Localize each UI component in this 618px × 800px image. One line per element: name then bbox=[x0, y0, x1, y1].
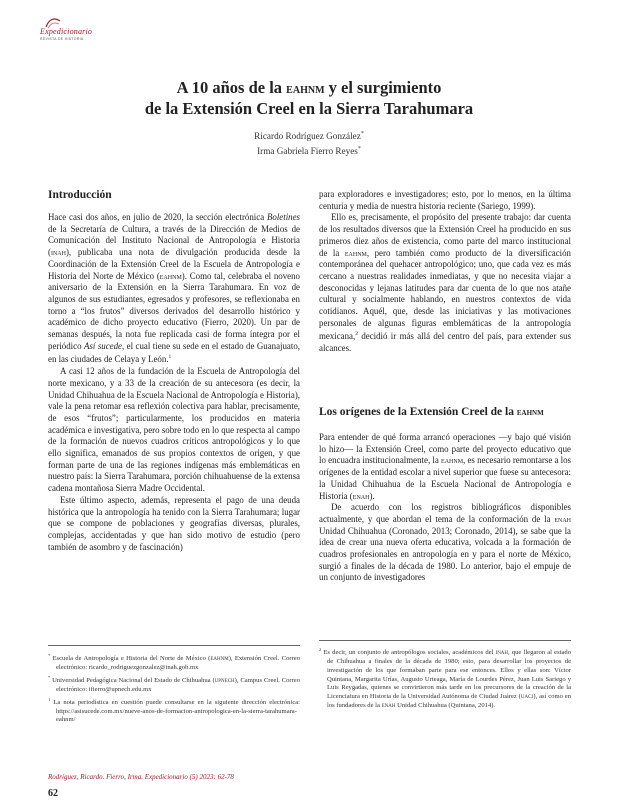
footnotes-left bbox=[48, 652, 300, 726]
footnotes-right bbox=[319, 646, 571, 712]
footer-citation: Rodríguez, Ricardo. Fierro, Irma. Expedicionario (5) 2023: 62-78 bbox=[48, 773, 234, 781]
title-line-1: A 10 años de la eahnm y el surgimiento bbox=[176, 78, 442, 97]
footnote-ref-1[interactable]: 1 bbox=[168, 354, 172, 361]
author-list bbox=[0, 128, 618, 157]
title-line-2: de la Extensión Creel en la Sierra Tarahumara bbox=[144, 99, 474, 118]
left-column-body bbox=[48, 212, 300, 553]
right-column-body bbox=[319, 189, 571, 355]
intro-paragraph-3: Este último aspecto, además, representa el pago de una deuda histórica que la antropología ha tenido con la Sierra Tarahumara; lugar que se compone de poblaciones y geografías diversas, plurales, complejas, accidentadas y que han sido motivo de estudio (pero también de asombro y de fascinación) bbox=[48, 494, 300, 552]
footnote-divider-right bbox=[319, 640, 571, 641]
logo-wordmark: Expedicionario bbox=[40, 27, 93, 36]
intro-paragraph-4: Ello es, precisamente, el propósito del presente trabajo: dar cuenta de los resultados diversos que la Extensión Creel ha producido en sus primeros diez años de existencia, como parte del marco institucional de la eahnm, pero también como producto de la diversificación contemporánea del quehacer antropológico; uno, que cada vez es más cercano a nuestras realidades inmediatas, y que no necesita viajar a desconocidas y lejanas latitudes para dar cuenta de lo que nos atañe cultural y socialmente hablando, en nuestros contextos de vida cotidianos. Aquél, que, desde las iniciativas y las motivaciones personales de algunas figuras emblemáticas de la antropología mexicana,$^2$ decidió ir más allá del centro del país, para extender sus alcances. bbox=[319, 212, 571, 354]
section-heading-origenes: Los orígenes de la Extensión Creel de la eahnm bbox=[319, 406, 544, 418]
article-title bbox=[0, 78, 618, 118]
intro-paragraph-1: Hace casi dos años, en julio de 2020, la sección electrónica Boletines de la Secretaría de Cultura, a través de la Dirección de Medios de Comunicación del Instituto Nacional de Antropología e Historia (inah), publicaba una nota de divulgación producida desde la Coordinación de la Extensión Creel de la Escuela de Antropología e Historia del Norte de México (eahnm). Como tal, celebraba el noveno aniversario de la Extensión en la Sierra Tarahumara. En voz de algunos de sus estudiantes, egresados y profesores, se reflexionaba en torno a “los frutos” diversos derivados del desarrollo histórico y académico de dicho proyecto educativo (Fierro, 2020). Un par de semanas después, la nota fue replicada casi de forma íntegra por el periódico Así sucede, el cual tiene su sede en el estado de Guanajuato, en las ciudades de Celaya y León.$^1$ bbox=[48, 212, 300, 365]
footnote-ref-2[interactable]: 2 bbox=[355, 331, 358, 338]
journal-logo bbox=[40, 27, 100, 41]
author-2: Irma Gabriela Fierro Reyes* bbox=[257, 145, 361, 156]
origenes-body bbox=[319, 432, 571, 584]
page-number: 62 bbox=[48, 788, 58, 799]
logo-swirl-icon bbox=[44, 17, 62, 29]
footnote-author-1: * Escuela de Antropología e Historia del Norte de México (eahnm), Extensión Creel. Correo electrónico: ricardo_rodriguezgonzalez@inah.gob.mx bbox=[48, 653, 300, 671]
author-1: Ricardo Rodríguez González* bbox=[254, 131, 364, 142]
footnote-divider-left bbox=[48, 645, 300, 646]
origenes-paragraph-2: De acuerdo con los registros bibliográficos disponibles actualmente, y que abordan el tema de la conformación de la enah Unidad Chihuahua (Coronado, 2013; Coronado, 2014), se sabe que la idea de crear una nueva oferta educativa, volcada a la formación de cuadros profesionales en antropología en y para el norte de México, surgió a finales de la década de 1980. Lo anterior, bajo el empuje de un conjunto de investigadores bbox=[319, 502, 571, 583]
logo-subtitle: REVISTA DE HISTORIA bbox=[40, 37, 84, 41]
section-heading-introduccion: Introducción bbox=[48, 189, 112, 201]
intro-paragraph-2: A casi 12 años de la fundación de la Escuela de Antropología del norte mexicano, y a 33 de la creación de su antecesora (es decir, la Unidad Chihuahua de la Escuela Nacional de Antropología e Historia), vale la pena retomar esa reflexión colectiva para hablar, precisamente, de esos “frutos”; particularmente, los producidos en materia académica e investigativa, pero sobre todo en lo que respecta al campo de la formación de nuevos cuadros críticos antropológicos y lo que ello significa, emanados de sus propios contextos de origen, y que forman parte de una de las regiones indígenas más emblemáticas en nuestro país: la Sierra Tarahumara, porción chihuahuense de la extensa cadena montañosa Sierra Madre Occidental. bbox=[48, 366, 300, 494]
footnote-author-2: * Universidad Pedagógica Nacional del Estado de Chihuahua (upnech), Campus Creel. Correo electrónico: ifierro@upnech.edu.mx bbox=[48, 674, 300, 693]
footnote-2: $^2$ Es decir, un conjunto de antropólogos sociales, académicos del inah, que llegaron al estado de Chihuahua a finales de la década de 1980; esto, para desarrollar los proyectos de investigación de los que formaban parte para ese entonces. Ellos y ellas son: Víctor Quintana, Margarita Urías, Augusto Urteaga, María de Lourdes Pérez, Juan Luis Sariego y Luis Reygadas, quienes se convirtieron más tarde en los precursores de la creación de la Licenciatura en Historia de la Universidad Autónoma de Ciudad Juárez (uacj), así como en los fundadores de la enah Unidad Chihuahua (Quintana, 2014). bbox=[319, 647, 571, 709]
intro-paragraph-3-cont: para exploradores e investigadores; esto, por lo menos, en la última centuria y media de nuestra historia reciente (Sariego, 1999). bbox=[319, 189, 571, 211]
origenes-paragraph-1: Para entender de qué forma arrancó operaciones —y bajo qué visión lo hizo— la Extensión Creel, como parte del proyecto educativo que lo encuadra institucionalmente, la eahnm, es necesario remontarse a los orígenes de la entidad escolar a nivel superior que fuese su antecesora: la Unidad Chihuahua de la Escuela Nacional de Antropología e Historia (enah). bbox=[319, 432, 572, 501]
footnote-1: $^1$ La nota periodística en cuestión puede consultarse en la siguiente dirección electrónica: https://asisucede.com.mx/nueve-anos-de-formacion-antropologica-en-la-sierra-tarahumara-eahnm/ bbox=[48, 696, 300, 724]
